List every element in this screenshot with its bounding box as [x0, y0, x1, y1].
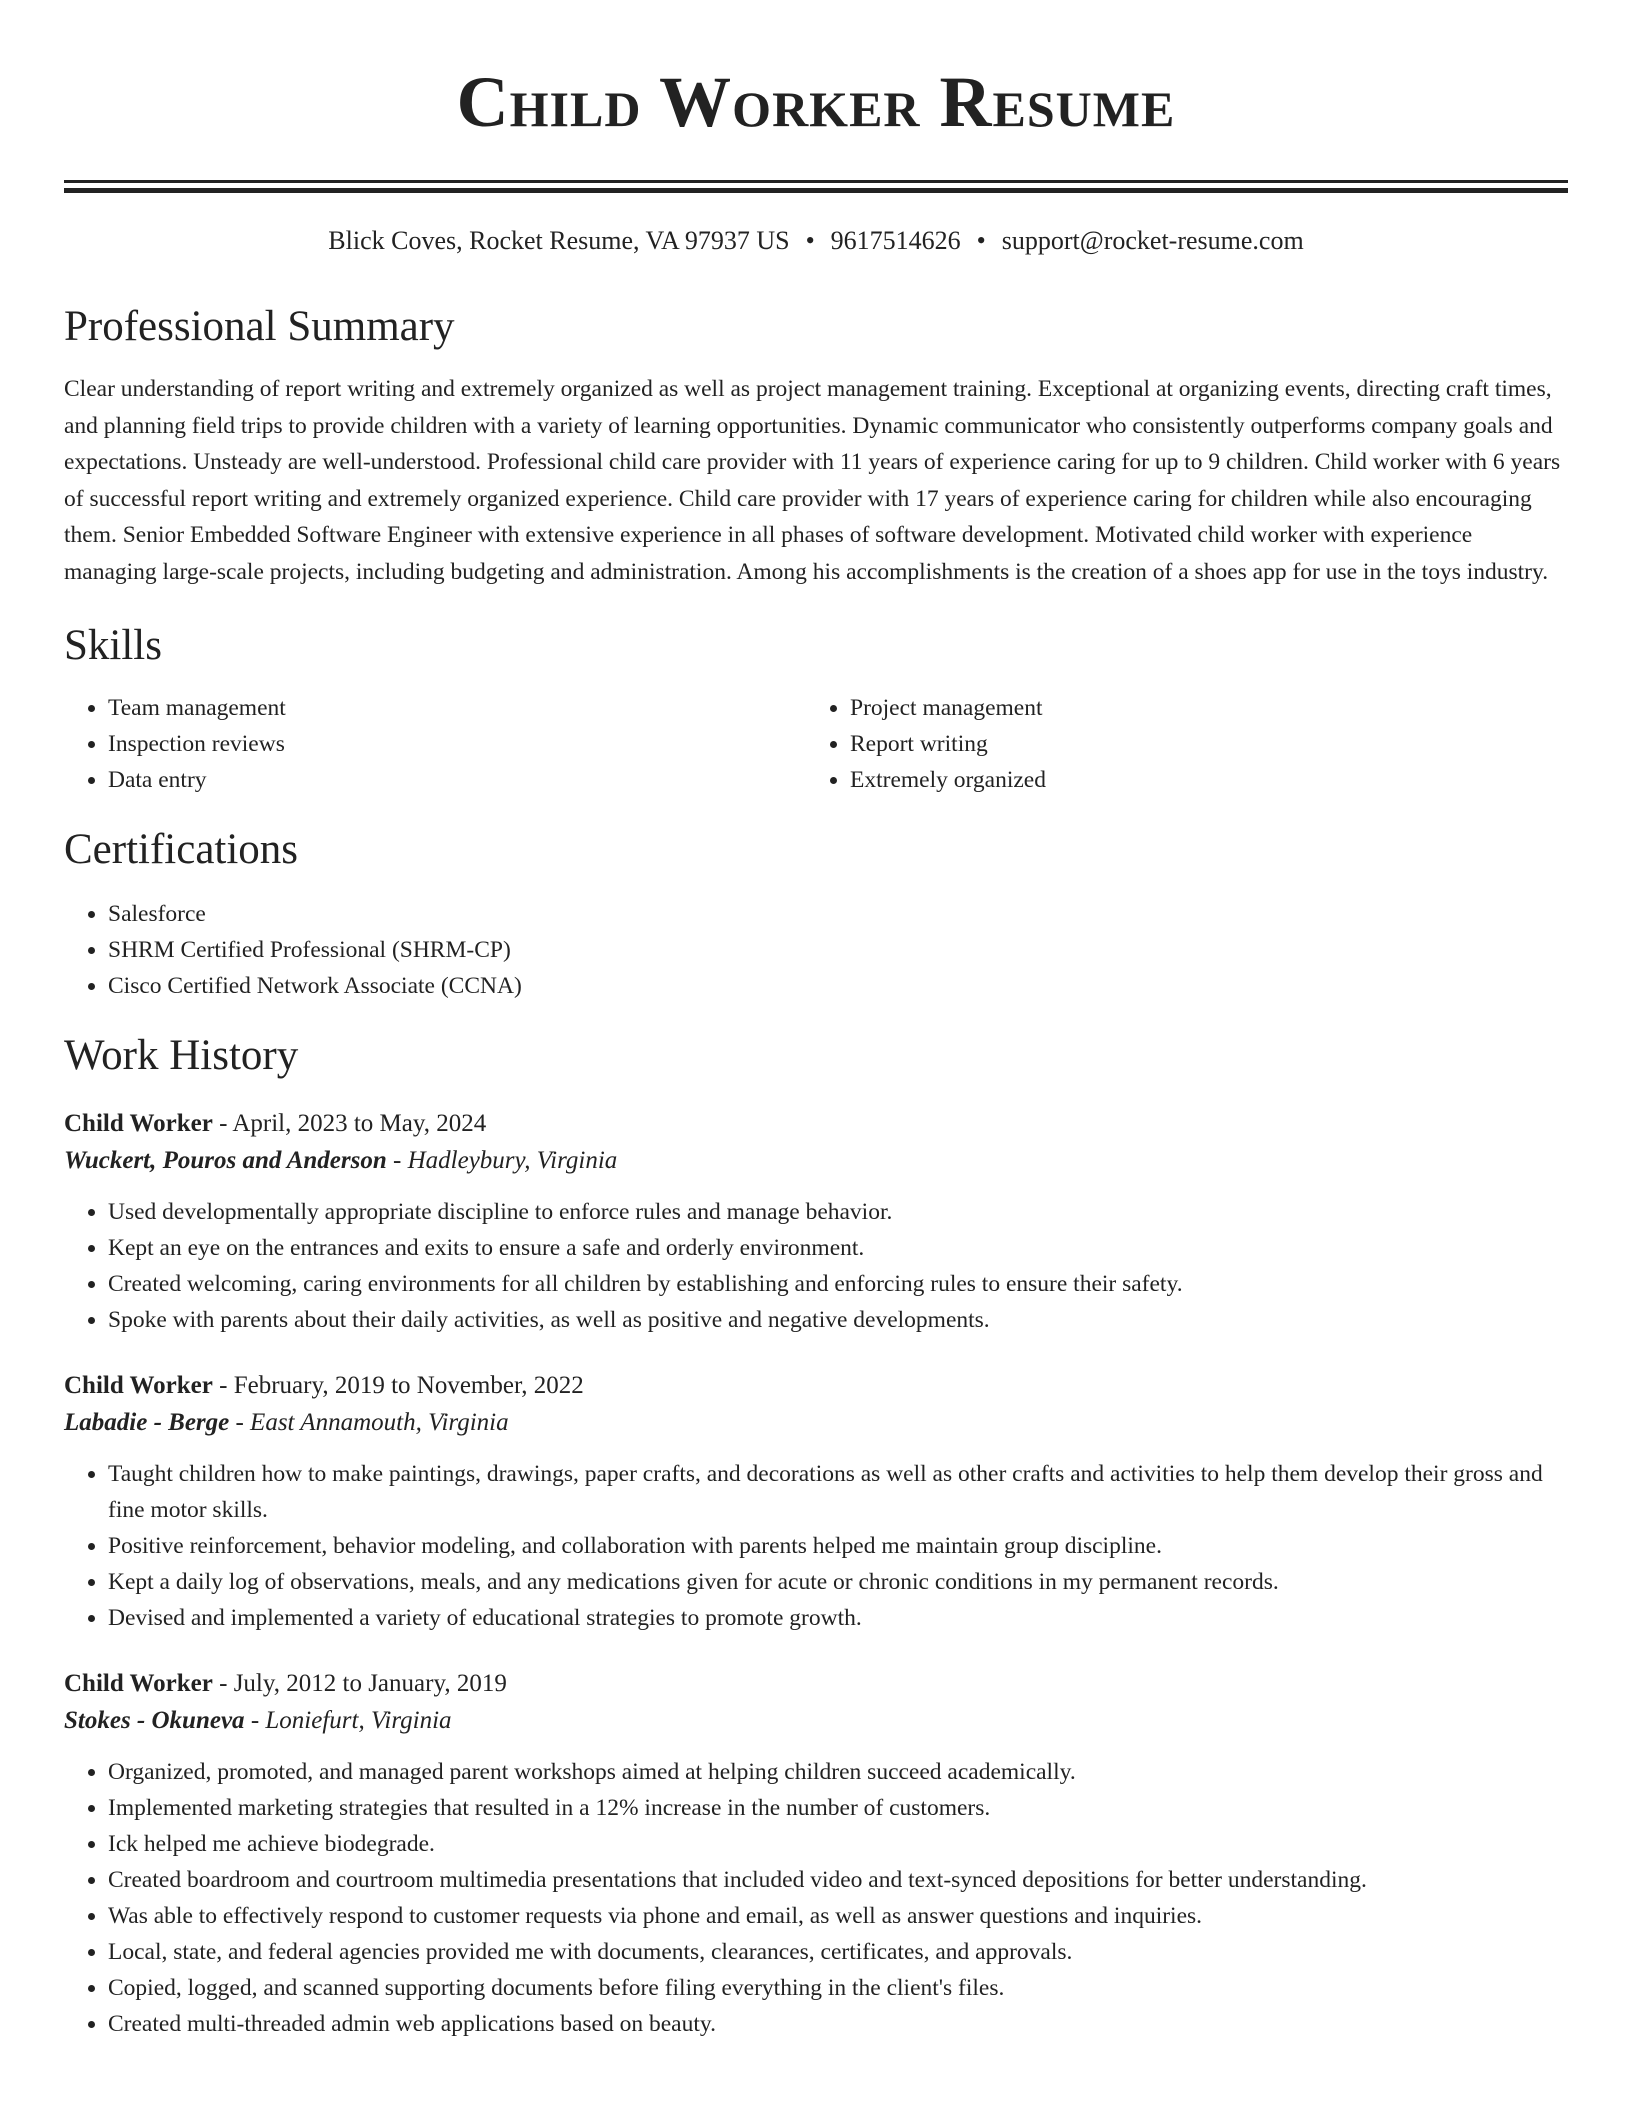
job-bullet: • Ick helped me achieve biodegrade. [108, 1826, 1568, 1862]
job-company-line [64, 1404, 1568, 1442]
job-location: - Loniefurt, Virginia [250, 1707, 452, 1734]
certification-item: • Salesforce [108, 896, 1568, 932]
job-location: - Hadleybury, Virginia [393, 1147, 618, 1174]
work-history-heading: Work History [64, 1032, 299, 1079]
job-bullet: • Positive reinforcement, behavior modeling, and collaboration with parents helped me maintain group discipline. [108, 1528, 1568, 1564]
certification-item: • Cisco Certified Network Associate (CCNA) [108, 968, 1568, 1004]
job-dates: - February, 2019 to November, 2022 [219, 1372, 584, 1399]
job-title-line [64, 1368, 1568, 1404]
job-entry [64, 1106, 1568, 1338]
job-bullet: • Spoke with parents about their daily activities, as well as positive and negative developments. [108, 1302, 1568, 1338]
summary-heading: Professional Summary [64, 303, 455, 350]
job-entry [64, 1666, 1568, 2042]
skill-item: • Inspection reviews [108, 726, 806, 762]
summary-text: Clear understanding of report writing and extremely organized as well as project management training. Exceptional at organizing events, directing craft times, and planning field trips to provide children with a variety of learning opportunities. Dynamic communicator who consistently outperforms company goals and expectations. Unsteady are well-understood. Professional child care provider with 11 years of experience caring for up to 9 children. Child worker with 6 years of successful report writing and extremely organized experience. Child care provider with 17 years of experience caring for children while also encouraging them. Senior Embedded Software Engineer with extensive experience in all phases of software development. Motivated child worker with experience managing large-scale projects, including budgeting and administration. Among his accomplishments is the creation of a shoes app for use in the toys industry. [64, 376, 1561, 585]
skills-list-left [64, 690, 806, 798]
job-company: Stokes - Okuneva [64, 1707, 245, 1734]
job-bullet: • Kept a daily log of observations, meals, and any medications given for acute or chronic conditions in my permanent records. [108, 1564, 1568, 1600]
job-bullet: • Implemented marketing strategies that resulted in a 12% increase in the number of customers. [108, 1790, 1568, 1826]
job-bullet: • Local, state, and federal agencies provided me with documents, clearances, certificates, and approvals. [108, 1934, 1568, 1970]
job-bullet: • Was able to effectively respond to customer requests via phone and email, as well as answer questions and inquiries. [108, 1898, 1568, 1934]
skills-column-left [64, 690, 806, 798]
contact-address: Blick Coves, Rocket Resume, VA 97937 US [328, 226, 790, 255]
skills-list-right [806, 690, 1548, 798]
job-title-line [64, 1666, 1568, 1702]
job-company: Labadie - Berge [64, 1409, 230, 1436]
job-title: Child Worker [64, 1110, 213, 1137]
job-entry [64, 1368, 1568, 1636]
job-title-line [64, 1106, 1568, 1142]
job-bullet: • Organized, promoted, and managed parent workshops aimed at helping children succeed academically. [108, 1754, 1568, 1790]
job-bullets [64, 1754, 1568, 2042]
job-bullet: • Devised and implemented a variety of educational strategies to promote growth. [108, 1600, 1568, 1636]
resume-title: Child Worker Resume [456, 62, 1176, 142]
job-title: Child Worker [64, 1372, 213, 1399]
certifications-list [64, 896, 1568, 1004]
job-bullet: • Kept an eye on the entrances and exits to ensure a safe and orderly environment. [108, 1230, 1568, 1266]
skill-item: • Report writing [850, 726, 1548, 762]
skills-column-right [806, 690, 1548, 798]
job-bullet: • Used developmentally appropriate discipline to enforce rules and manage behavior. [108, 1194, 1568, 1230]
job-bullets [64, 1456, 1568, 1636]
job-dates: - April, 2023 to May, 2024 [219, 1110, 487, 1137]
skill-item: • Extremely organized [850, 762, 1548, 798]
skill-item: • Team management [108, 690, 806, 726]
certifications-heading: Certifications [64, 826, 299, 873]
job-bullet: • Created boardroom and courtroom multimedia presentations that included video and text-synced depositions for better understanding. [108, 1862, 1568, 1898]
contact-separator: • [976, 226, 986, 255]
skills-columns [64, 690, 1568, 798]
contact-email: support@rocket-resume.com [1001, 226, 1304, 255]
job-company-line [64, 1142, 1568, 1180]
job-bullet: • Copied, logged, and scanned supporting documents before filing everything in the client's files. [108, 1970, 1568, 2006]
job-title: Child Worker [64, 1670, 213, 1697]
skill-item: • Data entry [108, 762, 806, 798]
job-company-line [64, 1702, 1568, 1740]
job-dates: - July, 2012 to January, 2019 [219, 1670, 507, 1697]
job-bullet: • Created multi-threaded admin web applications based on beauty. [108, 2006, 1568, 2042]
title-divider [64, 180, 1568, 193]
contact-line [64, 223, 1568, 259]
skills-heading: Skills [64, 622, 162, 669]
job-bullet: • Created welcoming, caring environments for all children by establishing and enforcing rules to ensure their safety. [108, 1266, 1568, 1302]
job-bullets [64, 1194, 1568, 1338]
contact-separator: • [805, 226, 815, 255]
job-bullet: • Taught children how to make paintings, drawings, paper crafts, and decorations as well as other crafts and activities to help them develop their gross and fine motor skills. [108, 1456, 1568, 1528]
job-location: - East Annamouth, Virginia [235, 1409, 509, 1436]
certification-item: • SHRM Certified Professional (SHRM-CP) [108, 932, 1568, 968]
job-company: Wuckert, Pouros and Anderson [64, 1147, 387, 1174]
contact-phone: 9617514626 [830, 226, 961, 255]
skill-item: • Project management [850, 690, 1548, 726]
